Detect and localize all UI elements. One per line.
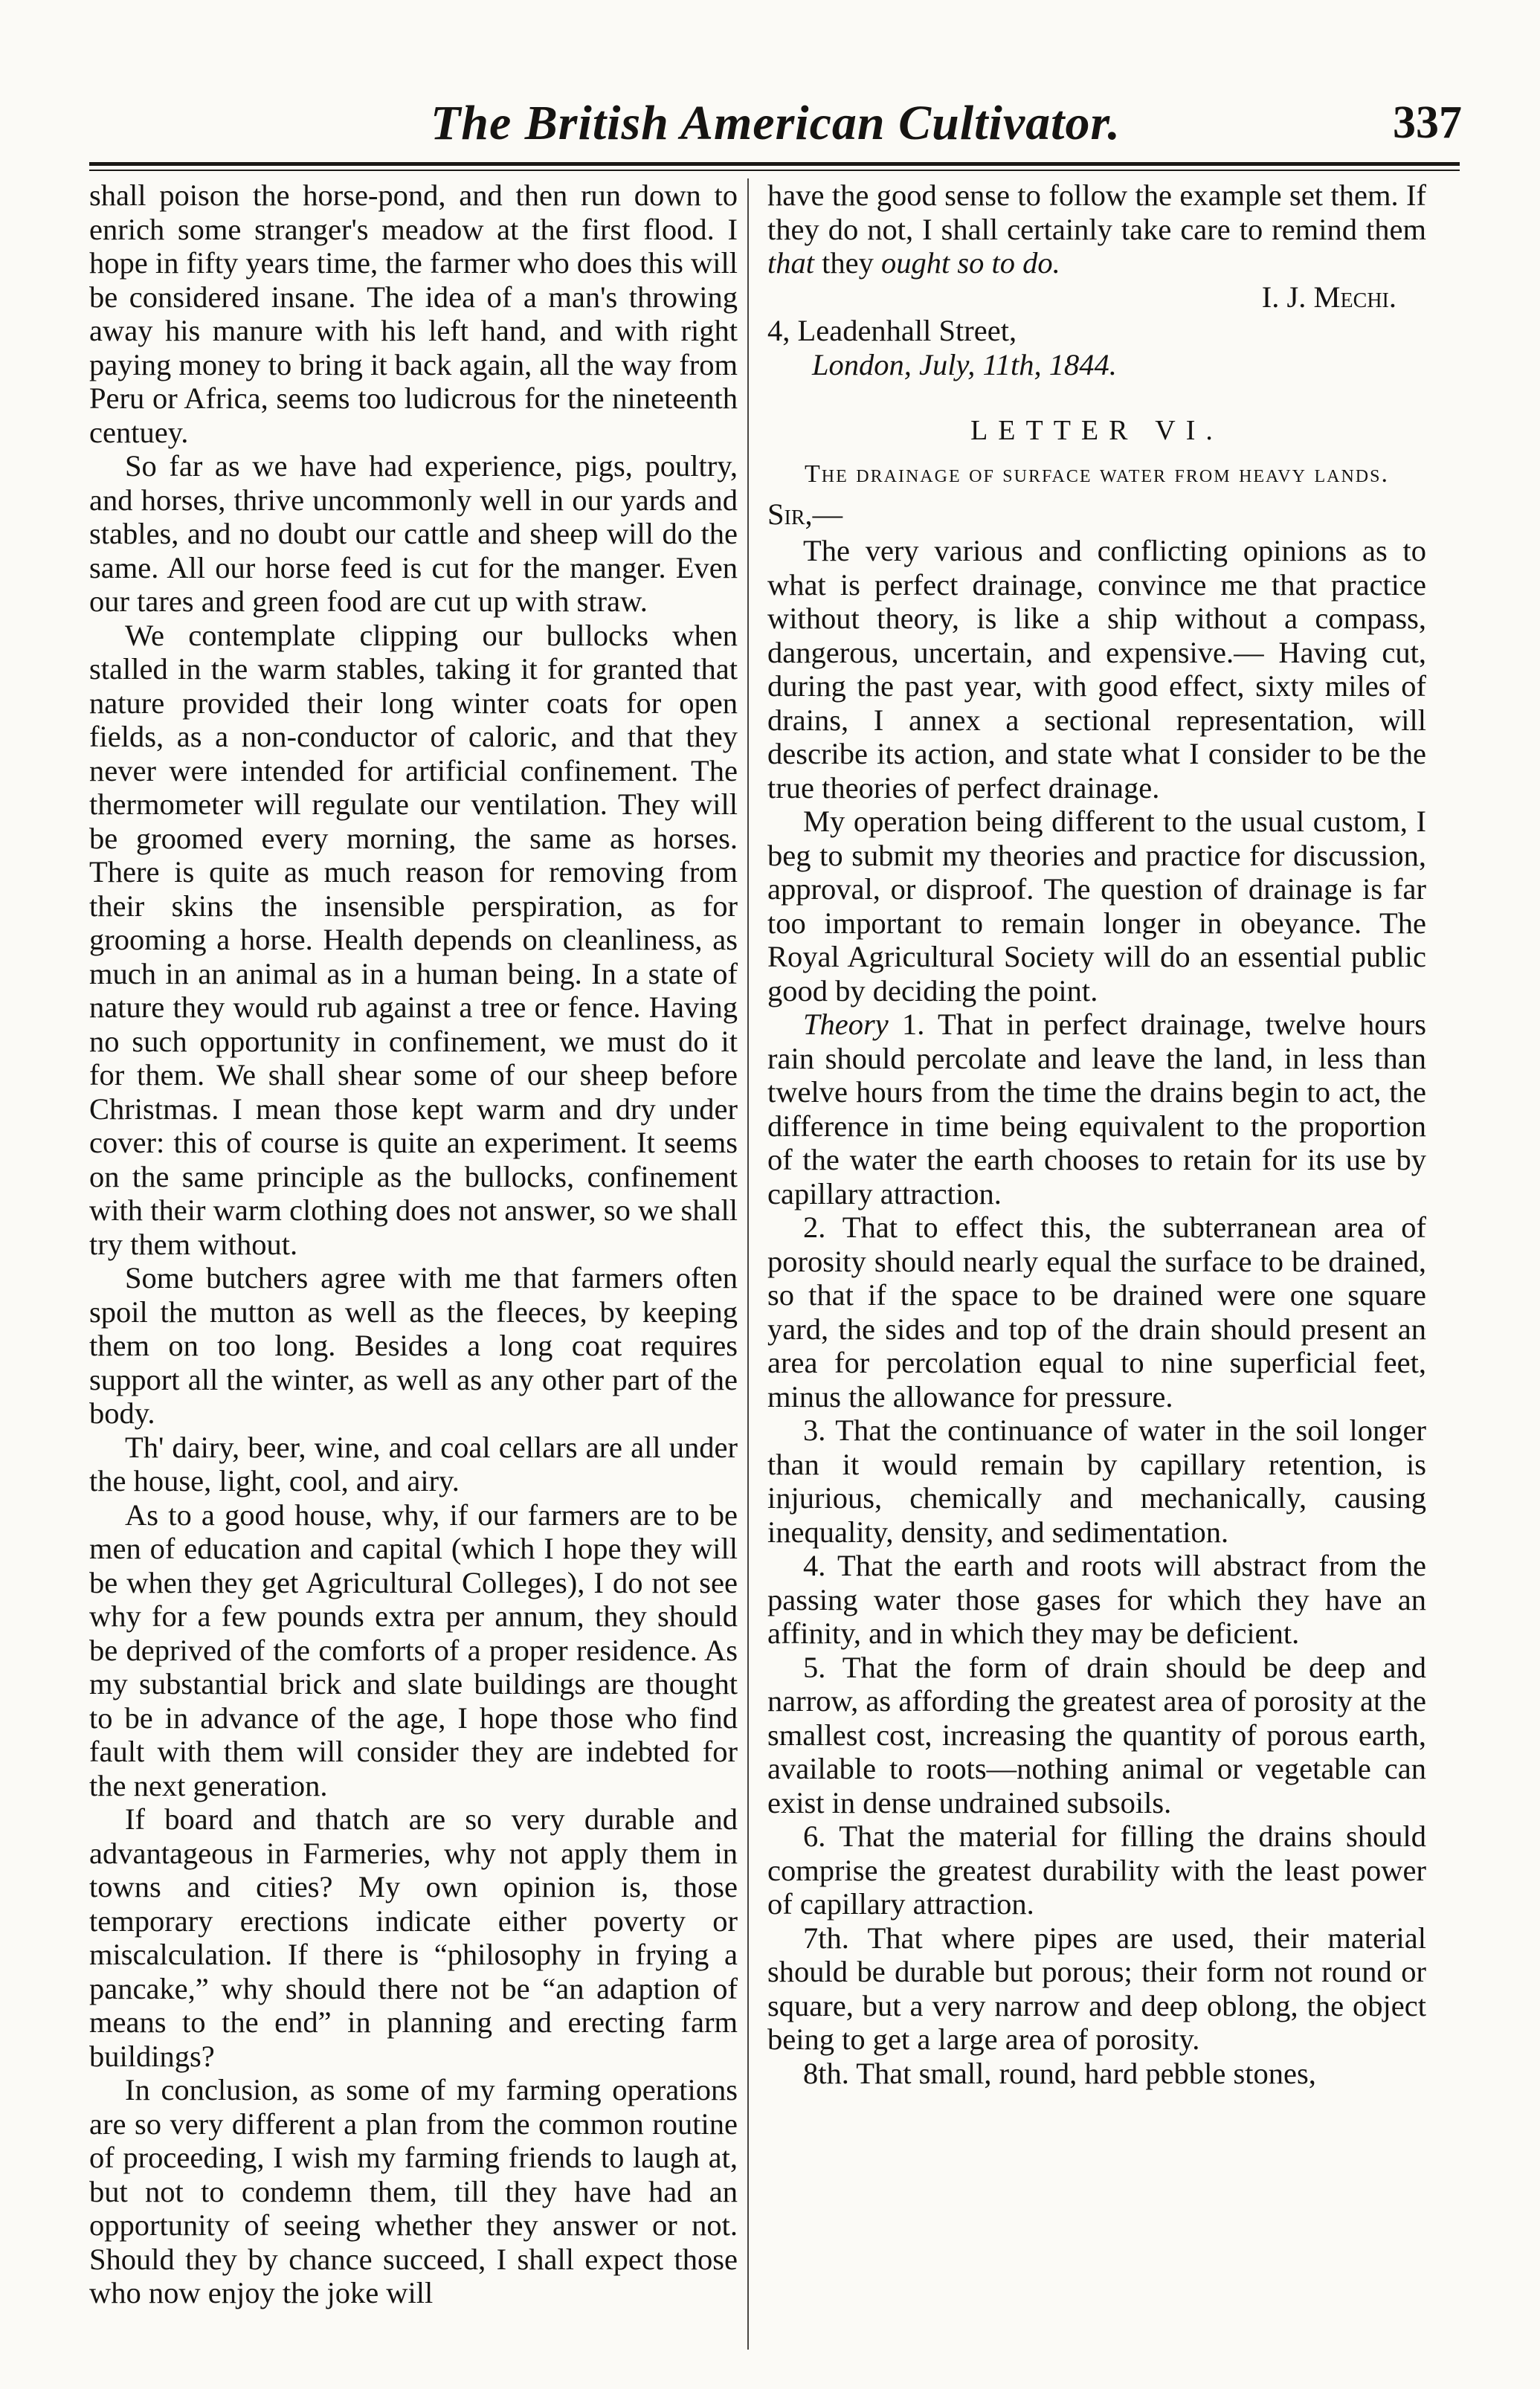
theory-paragraph: 8th. That small, round, hard pebble stones,	[803, 2056, 1316, 2090]
letter-heading: LETTER VI.	[970, 415, 1223, 446]
address-line: 4, Leadenhall Street,	[767, 314, 1017, 347]
theory-paragraph: 6. That the material for filling the drains should comprise the greatest durability with the least power of capillary attraction.	[767, 1819, 1426, 1921]
journal-title: The British American Cultivator.	[430, 96, 1121, 150]
theory-paragraph	[767, 1007, 1426, 1210]
continuation-paragraph	[767, 178, 1426, 280]
running-head	[89, 95, 1462, 155]
letter-subject: The drainage of surface water from heavy lands.	[805, 460, 1389, 488]
continuation-text-middle: they	[814, 246, 881, 280]
theory-paragraph: 5. That the form of drain should be deep and narrow, as affording the greatest area of porosity at the smallest cost, increasing the quantity of porous earth, available to roots—nothing animal or vegetable can exist in dense undrained subsoils.	[767, 1650, 1426, 1819]
signature	[767, 280, 1426, 315]
paragraph: shall poison the horse-pond, and then run down to enrich some stranger's meadow at the first flood. I hope in fifty years time, the farmer who does this will be considered insane. The idea of a man's throwing away his manure with his left hand, and with right paying money to bring it back again, all the way from Peru or Africa, seems too ludicrous for the nineteenth centuey.	[89, 178, 738, 449]
theory-paragraph: 7th. That where pipes are used, their material should be durable but porous; their form not round or square, but a very narrow and deep oblong, the object being to get a large area of porosity.	[767, 1921, 1426, 2056]
continuation-text: have the good sense to follow the example set them. If they do not, I shall certainly take care to remind them	[767, 178, 1426, 246]
dateline: London, July, 11th, 1844.	[812, 347, 1117, 381]
continuation-emphasis-2: ought so to do.	[881, 246, 1060, 280]
paragraph: We contemplate clipping our bullocks when stalled in the warm stables, taking it for granted that nature provided their long winter coats for open fields, as a non-conductor of caloric, and that they never were intended for artificial confinement. The thermometer will regulate our ventilation. They will be groomed every morning, the same as horses. There is quite as much reason for removing from their skins the insensible perspiration, as for grooming a horse. Health depends on cleanliness, as much in an animal as in a human being. In a state of nature they would rub against a tree or fence. Having no such opportunity in confinement, we must do it for them. We shall shear some of our sheep before Christmas. I mean those kept warm and dry under cover: this of course is quite an experiment. It seems on the same principle as the bullocks, confinement with their warm clothing does not answer, so we shall try them without.	[89, 618, 738, 1261]
signature-name: I. J. Mechi.	[1261, 280, 1396, 314]
column-divider	[747, 178, 749, 2350]
paragraph: The very various and conflicting opinions as to what is perfect drainage, convince me that practice without theory, is like a ship without a compass, dangerous, uncertain, and expensive.— Having cut, during the past year, with good effect, sixty miles of drains, I annex a sectional representation, will describe its action, and state what I consider to be the true theories of perfect drainage.	[767, 534, 1426, 805]
salutation: Sir,—	[767, 497, 843, 531]
theory-label: Theory	[803, 1007, 889, 1041]
right-column	[767, 178, 1426, 2090]
theory-paragraph: 4. That the earth and roots will abstract from the passing water those gases for which they have an affinity, and in which they may be deficient.	[767, 1549, 1426, 1650]
paragraph: In conclusion, as some of my farming operations are so very different a plan from the common routine of proceeding, I wish my farming friends to laugh at, but not to condemn them, till they have had an opportunity of seeing whether they answer or not. Should they by chance succeed, I shall expect those who now enjoy the joke will	[89, 2073, 738, 2309]
continuation-emphasis: that	[767, 246, 815, 280]
theory-paragraph: 2. That to effect this, the subterranean area of porosity should nearly equal the surface to be drained, so that if the space to be drained were one square yard, the sides and top of the drain should present an area for percolation equal to nine superficial feet, minus the allowance for pressure.	[767, 1210, 1426, 1413]
paragraph: Th' dairy, beer, wine, and coal cellars are all under the house, light, cool, and airy.	[89, 1430, 738, 1497]
theory-paragraph: 3. That the continuance of water in the soil longer than it would remain by capillary retention, is injurious, chemically and mechanically, causing inequality, density, and sedimentation.	[767, 1413, 1426, 1549]
paragraph: If board and thatch are so very durable and advantageous in Farmeries, why not apply them in towns and cities? My own opinion is, those temporary erections indicate either poverty or miscalculation. If there is “philosophy in frying a pancake,” why should there not be “an adaption of means to the end” in planning and erecting farm buildings?	[89, 1802, 738, 2073]
header-rule-thick	[89, 162, 1460, 166]
paragraph: So far as we have had experience, pigs, poultry, and horses, thrive uncommonly well in our yards and stables, and no doubt our cattle and sheep will do the same. All our horse feed is cut for the manger. Even our tares and green food are cut up with straw.	[89, 449, 738, 618]
left-column	[89, 178, 738, 2310]
theory-text: 1. That in perfect drainage, twelve hours rain should percolate and leave the land, in less than twelve hours from the time the drains begin to act, the difference in time being equivalent to the proportion of the water the earth chooses to retain for its use by capillary attraction.	[767, 1007, 1426, 1210]
paragraph: As to a good house, why, if our farmers are to be men of education and capital (which I hope they will be when they get Agricultural Colleges), I do not see why for a few pounds extra per annum, they should be deprived of the comforts of a proper residence. As my substantial brick and slate buildings are thought to be in advance of the age, I hope those who find fault with them will consider they are indebted for the next generation.	[89, 1497, 738, 1802]
paragraph: Some butchers agree with me that farmers often spoil the mutton as well as the fleeces, by keeping them on too long. Besides a long coat requires support all the winter, as well as any other part of the body.	[89, 1261, 738, 1430]
paragraph: My operation being different to the usual custom, I beg to submit my theories and practice for discussion, approval, or disproof. The question of drainage is far too important to remain longer in obeyance. The Royal Agricultural Society will do an essential public good by deciding the point.	[767, 805, 1426, 1007]
header-rule-thin	[89, 170, 1460, 171]
page-number: 337	[1393, 97, 1462, 148]
